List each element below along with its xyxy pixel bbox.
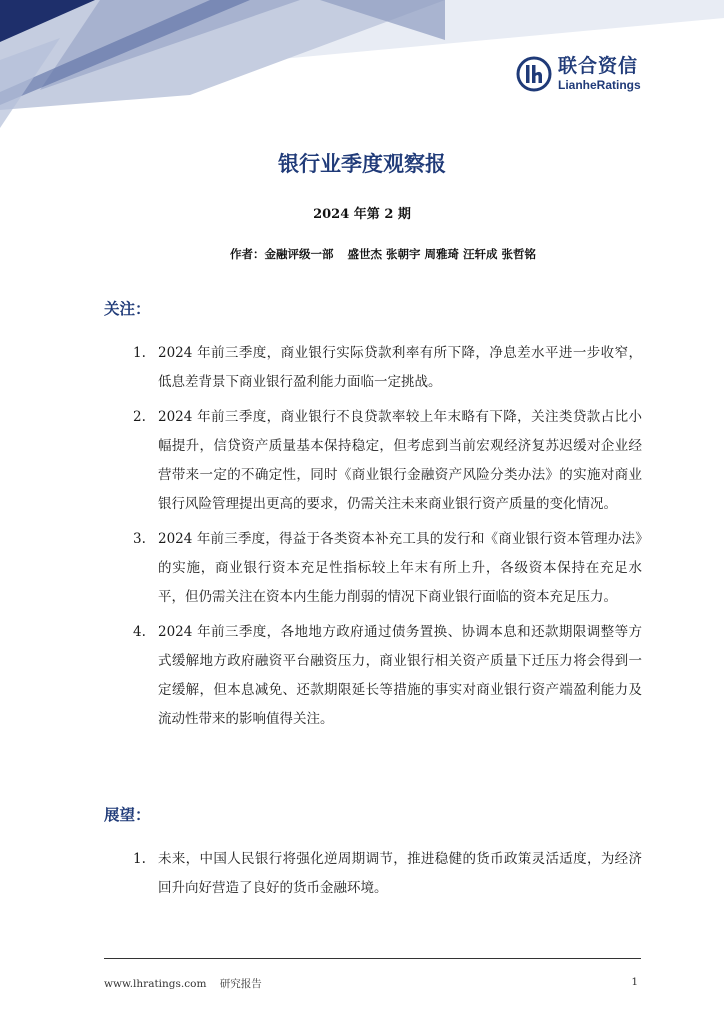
page-number: 1 [631, 976, 638, 988]
list-item [104, 339, 642, 397]
company-logo [516, 56, 641, 92]
authors-names: 盛世杰 张朝宇 周雅琦 汪轩成 张哲铭 [347, 247, 537, 261]
logo-chinese-name: 联合资信 [558, 55, 639, 77]
list-item [104, 403, 642, 519]
footer-divider [104, 958, 641, 959]
outlook-list [104, 845, 642, 909]
list-item [104, 525, 642, 612]
list-item-text: 2024 年前三季度，商业银行不良贷款率较上年末略有下降，关注类贷款占比小幅提升，信贷资产质量基本保持稳定，但考虑到当前宏观经济复苏迟缓对企业经营带来一定的不确定性，同时《商业银行金融资产风险分类办法》的实施对商业银行风险管理提出更高的要求，仍需关注未来商业银行资产质量的变化情况。 [158, 409, 642, 512]
list-item-number: 3. [133, 531, 146, 547]
list-item [104, 618, 642, 734]
footer-doc-type: 研究报告 [219, 978, 262, 990]
list-item-number: 2. [133, 409, 146, 425]
lianhe-logo-icon [516, 56, 552, 92]
report-authors [0, 246, 724, 262]
focus-heading: 关注： [104, 300, 151, 318]
list-item-text: 2024 年前三季度，商业银行实际贷款利率有所下降，净息差水平进一步收窄，低息差背景下商业银行盈利能力面临一定挑战。 [158, 345, 642, 390]
list-item-number: 1. [133, 345, 146, 361]
list-item-number: 1. [133, 851, 146, 867]
list-item-number: 4. [133, 624, 146, 640]
list-item-text: 2024 年前三季度，得益于各类资本补充工具的发行和《商业银行资本管理办法》的实施，商业银行资本充足性指标较上年末有所上升，各级资本保持在充足水平，但仍需关注在资本内生能力削弱的情况下商业银行面临的资本充足压力。 [158, 531, 642, 605]
outlook-heading: 展望： [104, 806, 151, 824]
list-item-text: 2024 年前三季度，各地地方政府通过债务置换、协调本息和还款期限调整等方式缓解地方政府融资平台融资压力，商业银行相关资产质量下迁压力将会得到一定缓解，但本息减免、还款期限延长等措施的事实对商业银行资产端盈利能力及流动性带来的影响值得关注。 [158, 624, 642, 727]
footer-website[interactable]: www.lhratings.com [104, 978, 207, 990]
list-item [104, 845, 642, 903]
authors-label: 作者：金融评级一部 [229, 247, 334, 261]
footer-info [104, 976, 262, 991]
report-title: 银行业季度观察报 [278, 152, 446, 176]
logo-english-name: LianheRatings [558, 78, 641, 92]
focus-list [104, 339, 642, 740]
list-item-text: 未来，中国人民银行将强化逆周期调节，推进稳健的货币政策灵活适度，为经济回升向好营造了良好的货币金融环境。 [158, 851, 642, 896]
report-issue: 2024 年第 2 期 [313, 207, 411, 222]
